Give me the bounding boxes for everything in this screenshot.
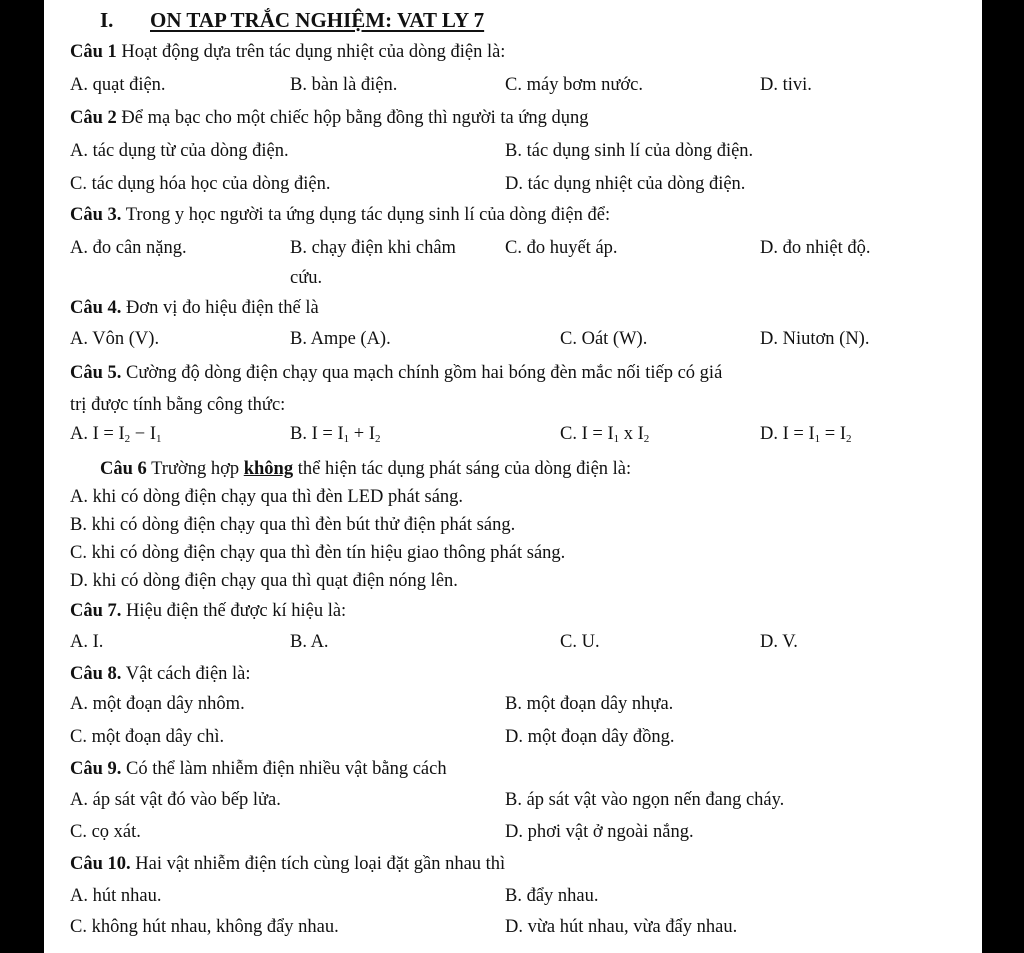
section-number: I. bbox=[100, 8, 114, 32]
question-5-continued: trị được tính bằng công thức: bbox=[70, 395, 286, 415]
q1-option-b: B. bàn là điện. bbox=[290, 75, 398, 95]
question-label: Câu 6 bbox=[100, 459, 147, 479]
q4-option-b: B. Ampe (A). bbox=[290, 329, 391, 349]
question-label: Câu 9. bbox=[70, 759, 122, 779]
question-10 bbox=[70, 854, 505, 875]
question-label: Câu 7. bbox=[70, 601, 122, 621]
q10-option-d: D. vừa hút nhau, vừa đẩy nhau. bbox=[505, 917, 738, 937]
question-label: Câu 1 bbox=[70, 42, 117, 62]
q10-option-b: B. đẩy nhau. bbox=[505, 886, 599, 906]
q10-option-a: A. hút nhau. bbox=[70, 886, 162, 906]
q1-option-c: C. máy bơm nước. bbox=[505, 75, 644, 95]
question-text: Hiệu điện thế được kí hiệu là: bbox=[126, 601, 347, 621]
emphasis-negation: không bbox=[243, 459, 294, 479]
q6-option-d: D. khi có dòng điện chạy qua thì quạt điện nóng lên. bbox=[70, 571, 458, 591]
question-1 bbox=[70, 42, 505, 63]
q9-option-c: C. cọ xát. bbox=[70, 822, 141, 842]
q3-option-b-continued: cứu. bbox=[290, 268, 323, 288]
q5-option-b: B. $I = I_1 + I_2$ bbox=[290, 424, 381, 445]
question-label: Câu 3. bbox=[70, 205, 122, 225]
option-letter: B. bbox=[290, 424, 307, 444]
q2-option-d: D. tác dụng nhiệt của dòng điện. bbox=[505, 174, 746, 194]
q5-option-c: C. $I = I_1$ x $I_2$ bbox=[560, 424, 650, 445]
option-letter: C. bbox=[560, 424, 577, 444]
q10-option-c: C. không hút nhau, không đẩy nhau. bbox=[70, 917, 339, 937]
question-text: Để mạ bạc cho một chiếc hộp bằng đồng thì người ta ứng dụng bbox=[121, 108, 589, 128]
question-label: Câu 10. bbox=[70, 854, 131, 874]
question-2 bbox=[70, 108, 588, 129]
q5-option-a: A. $I = I_2 - I_1$ bbox=[70, 424, 162, 445]
question-9 bbox=[70, 759, 447, 780]
question-label: Câu 4. bbox=[70, 298, 122, 318]
q9-option-a: A. áp sát vật đó vào bếp lửa. bbox=[70, 790, 281, 810]
q8-option-d: D. một đoạn dây đồng. bbox=[505, 727, 675, 747]
question-7 bbox=[70, 601, 346, 622]
q5-option-d: D. $I = I_1 = I_2$ bbox=[760, 424, 852, 445]
q8-option-c: C. một đoạn dây chì. bbox=[70, 727, 225, 747]
q3-option-d: D. đo nhiệt độ. bbox=[760, 238, 871, 258]
q2-option-a: A. tác dụng từ của dòng điện. bbox=[70, 141, 289, 161]
question-6: Câu 6 Trường hợp không thể hiện tác dụng phát sáng của dòng điện là: bbox=[100, 459, 632, 479]
q6-option-a: A. khi có dòng điện chạy qua thì đèn LED phát sáng. bbox=[70, 487, 464, 507]
page-title bbox=[100, 8, 484, 33]
q4-option-a: A. Vôn (V). bbox=[70, 329, 160, 349]
q6-option-c: C. khi có dòng điện chạy qua thì đèn tín hiệu giao thông phát sáng. bbox=[70, 543, 566, 563]
q1-option-a: A. quạt điện. bbox=[70, 75, 166, 95]
option-letter: D. bbox=[760, 424, 778, 444]
question-text: Vật cách điện là: bbox=[125, 664, 251, 684]
q4-option-d: D. Niutơn (N). bbox=[760, 329, 870, 349]
q3-option-b: B. chạy điện khi châm bbox=[290, 238, 456, 258]
q9-option-b: B. áp sát vật vào ngọn nến đang cháy. bbox=[505, 790, 785, 810]
question-text: Hoạt động dựa trên tác dụng nhiệt của dòng điện là: bbox=[121, 42, 506, 62]
question-text: Cường độ dòng điện chạy qua mạch chính gồm hai bóng đèn mắc nối tiếp có giá bbox=[126, 363, 723, 383]
question-label: Câu 5. bbox=[70, 363, 122, 383]
q8-option-b: B. một đoạn dây nhựa. bbox=[505, 694, 674, 714]
q4-option-c: C. Oát (W). bbox=[560, 329, 648, 349]
question-text: Hai vật nhiễm điện tích cùng loại đặt gần nhau thì bbox=[135, 854, 506, 874]
q2-option-c: C. tác dụng hóa học của dòng điện. bbox=[70, 174, 331, 194]
q9-option-d: D. phơi vật ở ngoài nắng. bbox=[505, 822, 694, 842]
q7-option-b: B. A. bbox=[290, 632, 329, 652]
q6-option-b: B. khi có dòng điện chạy qua thì đèn bút thử điện phát sáng. bbox=[70, 515, 516, 535]
q7-option-a: A. I. bbox=[70, 632, 104, 652]
question-text: Có thể làm nhiễm điện nhiều vật bằng cách bbox=[126, 759, 447, 779]
q7-option-c: C. U. bbox=[560, 632, 600, 652]
q7-option-d: D. V. bbox=[760, 632, 798, 652]
question-8 bbox=[70, 664, 251, 685]
q2-option-b: B. tác dụng sinh lí của dòng điện. bbox=[505, 141, 754, 161]
document-page bbox=[44, 0, 982, 953]
question-3 bbox=[70, 205, 610, 226]
q8-option-a: A. một đoạn dây nhôm. bbox=[70, 694, 245, 714]
question-4 bbox=[70, 298, 319, 319]
option-letter: A. bbox=[70, 424, 88, 444]
question-5 bbox=[70, 363, 722, 384]
q3-option-a: A. đo cân nặng. bbox=[70, 238, 187, 258]
q1-option-d: D. tivi. bbox=[760, 75, 812, 95]
question-text: Đơn vị đo hiệu điện thế là bbox=[126, 298, 319, 318]
q3-option-c: C. đo huyết áp. bbox=[505, 238, 618, 258]
section-title: ON TAP TRẮC NGHIỆM: VAT LY 7 bbox=[150, 8, 485, 32]
question-text: Trong y học người ta ứng dụng tác dụng sinh lí của dòng điện để: bbox=[125, 205, 611, 225]
question-label: Câu 2 bbox=[70, 108, 117, 128]
question-label: Câu 8. bbox=[70, 664, 122, 684]
